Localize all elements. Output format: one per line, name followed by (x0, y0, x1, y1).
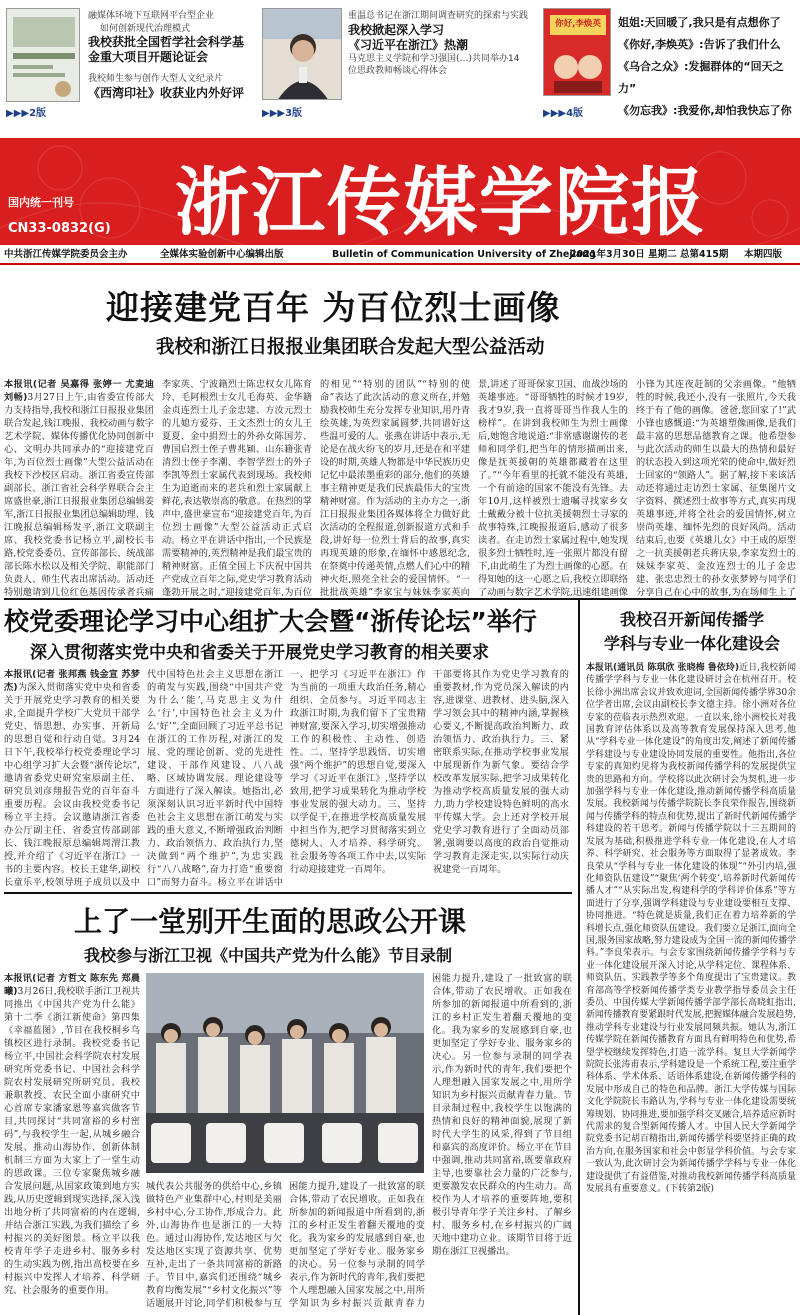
infobar-sponsor: 中共浙江传媒学院委员会主办 (4, 249, 128, 260)
classroom-photo (146, 973, 424, 1173)
article1-col5: 小锋为其连夜赶制的父亲画像。“他牺牲的时候,我还小,没有一张照片,今天我终于有了他的画像。爸爸,您回家了!”武小锋也感慨道:“为英雄塑像画像,是我们最丰富的思想品德教育之课。他希望参与此次活动的师生以最大的热情和最好的状态投入到这项光荣的使命中,做好烈士回家的“领路人”。据了解,接下来该活动还将通过走访烈士家属、征集图片文字资料、撰述烈士故事等方式,真实再现英雄事迹,并将全社会的爱国情怀,树立崇尚英雄、缅怀先烈的良好风尚。活动结束后,也要《英雄儿女》中王成的原型之一抗美援朝老兵蒋庆泉,李家发烈士的妹妹李家英、金汝连烈士的儿子金忠建、张忠忠烈士的孙女张梦婷与同学们分享自己在心中的故事,为在场师生上了 (636, 379, 796, 596)
teaser1-head2[interactable]: 《西湾印社》收获业内外好评 (88, 85, 245, 100)
article4-byline: 本报讯(记者 方哲文 陈东先 郑晨曦) (4, 973, 140, 997)
masthead-kanhao-label (8, 194, 74, 210)
article2-col2: 代中国特色社会主义思想在浙江的萌发与实践,围绕“中国共产党为什么‘能’,马克思主义为什么‘行’,中国特色社会主义为什么‘好’”,全面回顾了习近平总书记在浙江的工作历程,对浙江的发展、党的理论创新、党的先进性建设、干部作风建设、八八战略、区域协调发展、理论建设等方面进行了深入解读。她指出,必须深刻认识习近平新时代中国特色社会主义思想在浙江萌发与实践的重大意义,不断增强政治判断力、政治领悟力、政治执行力,坚决做到“两个维护”,为忠实践行“八八战略”,奋力打造“重要窗口”而努力奋斗。杨立平在讲话中 (147, 669, 283, 888)
masthead-title: 浙江传媒学院报 (175, 160, 707, 245)
teaser-thumb-2-art (263, 9, 342, 100)
infobar-issue: 总第415期 (680, 249, 729, 260)
masthead-cn-label (8, 221, 111, 236)
vertical-divider (578, 600, 580, 1315)
infobar-editor: 全媒体实验创新中心编辑出版 (160, 249, 284, 260)
teaser3-line-1[interactable]: 姐姐:天回暖了,我只是有点想你了 (618, 16, 781, 29)
article2-col1-text: 为深入贯彻落实党中央和省委关于开展党史学习教育的相关要求,全面提升学校广大党员干部学党史、悟思想、办实事、开新局的思想自觉和行动自觉。3月24日下午,我校举行校党委理论学习中心组学习扩大会暨“浙传论坛”,邀请省委党史研究室原副主任、研究员刘彦翔报告党的百年奋斗重要历程。会议由我校党委书记杨立平主持。会议邀请浙江省委办公厅副主任、省委宣传部副部长、钱江晚报原总编辑周渭江教授,并介绍了《习近平在浙江》一书的主要内容。校长王建华,副校长童乐平,校领导班子成员以及中 (4, 682, 140, 888)
teaser-thumb-1 (6, 8, 80, 102)
infobar-date: 2021年3月30日 星期二 (570, 249, 677, 260)
infobar-english: Bulletin of Communication University of Zhejiang (332, 249, 596, 260)
teaser3-line-2[interactable]: 《你好,李焕英》:告诉了我们什么 (618, 38, 781, 51)
article4-col2b-text: 困能力提升,建设了一批致富的联合体,带动了农民增收。正如我在所参加的新闻报道中所看到的,浙江的乡村正发生着翻天覆地的变化。我为家乡的发展感到自豪,也更加坚定了学好专业、服务家乡的决心。另一位参与录制的同学表示,作为新时代的青年,我们要把个人理想融入国家发展之中,用所学知识为乡村振兴贡献青春力 (289, 1181, 425, 1309)
teaser3-poster-title: 你好,李焕英 (555, 19, 601, 29)
article2-col3: 一、把学习《习近平在浙江》作为当前的一项重大政治任务,精心组织、全员参与。习近平同志主政浙江时期,为我们留下了宝贵精神财富,要深入学习,切实增强推动工作的积极性、主动性、创造性。二、坚持学思践悟、切实增强“两个维护”的思想自觉,要深入学习《习近平在浙江》,坚持学以致用,把学习成果转化为推动学校事业发展的强大动力。三、坚持以学促干,在推进学校高质量发展中担当作为,把学习贯彻落实到立德树人、人才培养、科学研究、社会服务等各项工作中去,以实际行动迎接建党一百周年。 (290, 669, 426, 875)
article1-col2: 李家英、宁波籍烈士陈忠权女儿陈育玲、毛阿根烈士女儿毛海英、金华籍金贞连烈士儿子金忠建、方汝元烈士的儿媳方爱芬、王文杰烈士的女儿王夏夏、金中捐烈士的外孙女陈国芳、曹国启烈士侄子曹兆颖、山东籍张青清烈士侄子李潮、李智学烈士的外子李凯等烈士家属代表到现场。我校师生为追逝而来的老兵和烈士家属献上鲜花,表达敬崇高的敬意。在热烈的掌声中,盛世豪宣布“迎接建党百年,为百位烈士画像”大型公益活动正式启动。杨立平在讲话中指出,一个民族是需要精神的,英烈精神是我们最宝贵的精神财富。正值全国上下庆祝中国共产党成立百年之际,党史学习教育活动蓬勃开展之时,“迎接建党百年,为百位 (162, 379, 312, 596)
teaser1-head[interactable]: 我校获批全国哲学社会科学基金重大项目开题论证会 (88, 35, 245, 64)
teaser3-page-ref[interactable]: ▶▶▶4版 (543, 108, 584, 119)
article4-col2b (289, 1180, 425, 1310)
divider-2 (4, 892, 572, 894)
info-bar (0, 245, 800, 265)
teaser1-line3: 我校师生参与创作大型人文纪录片 (88, 74, 224, 84)
article2-subtitle: 深入贯彻落实党中央和省委关于开展党史学习教育的相关要求 (30, 643, 489, 663)
article1-col1-text: 3月27日上午,由省委宣传部大力支持指导,我校和浙江日报报业集团联合发起,钱江晚报、我校动画与数字艺术学院、媒体传播优化协同创新中心、文明办共同承办的“迎接建党百年,为百位烈士画像”大型公益活动在我校下沙校区启动。浙江省委宣传部副部长、浙江省社会科学界联合会主席盛世豪,浙江日报报业集团总编辑姜军,浙江日报报业集团总编辑助理、钱江晚报总编辑杨发平,浙江文联副主席、我校党委书记杨立平,副校长韦路,校党委委员、宣传部部长、统战部部长陈水松以及相关学院、职能部门负责人、师生代表出席活动。活动还特别邀请到几位红色基因传承者兵痛 (4, 392, 154, 596)
teaser2-line2: 马克思主义学院和学习强国(…)共同举办14位思政教师畅谈心得体会 (348, 53, 520, 76)
article4-subtitle: 我校参与浙江卫视《中国共产党为什么能》节目录制 (84, 946, 453, 965)
teaser3-line-3[interactable]: 《乌合之众》:发掘群体的“回天之力” (618, 60, 784, 95)
article4-col1-text: 3月26日,我校联手浙江卫视共同推出《中国共产党为什么能》第十二季《浙江新使命》第四集《幸福蓝图》,节目在我校桐乡乌镇校区进行录制。我校党委书记杨立平,中国社会科学院农村发展研究所党委书记、中国社会科学院农村发展研究所研究员、我校兼职教授、农民全面小康研究中心首席专家潘家恩等嘉宾做客节目,共同探讨“共同富裕的乡村密码”,与我校学生一起,从城乡融合发展、推动山海协作、创新体制机制三方面为大家上了一堂生动的思政课。三位专家聚焦城乡融合发展问题,从国家政策到地方实践,从历史逻辑到现实选择,深入浅出地分析了共同富裕的内在逻辑,并结合浙江实践,为我们描绘了乡村振兴的美好图景。杨立平以我校青年学子走进乡村、服务乡村的生动实践为例,指出高校要在乡村振兴中发挥人才培养、科学研究、社会服务的重要作用。 (4, 986, 140, 1296)
teaser-text-1 (88, 10, 248, 101)
masthead (0, 138, 800, 245)
article4-col3: 困能力提升,建设了一批致富的联合体,带动了农民增收。正如我在所参加的新闻报道中所看到的,浙江的乡村正发生着翻天覆地的变化。我为家乡的发展感到自豪,也更加坚定了学好专业、服务家乡的决心。另一位参与录制的同学表示,作为新时代的青年,我们要把个人理想融入国家发展之中,用所学知识为乡村振兴贡献青春力量。节目录制过程中,我校学生以饱满的热情和良好的精神面貌,展现了新时代大学生的风采,得到了节目组和嘉宾的高度评价。杨立平在节目中强调,推动共同富裕,既要靠政府主导,也要靠社会力量的广泛参与,更要激发农民群众的内生动力。高校作为人才培养的重要阵地,要积极引导青年学子关注乡村、了解乡村、服务乡村,在乡村振兴的广阔天地中建功立业。该期节目将于近期在浙江卫视播出。 (432, 973, 572, 1257)
article2-col4: 干部要将其作为党史学习教育的重要教材,作为党员深入解读的内容,进课堂、进教材、进头脑,深入学习领会其中的精神内涵,掌握核心要义,不断提高政治判断力、政治领悟力、政治执行力。三、紧密联系实际,在推动学校事业发展中展现新作为新气象。要结合学校改革发展实际,把学习成果转化为推动学校高质量发展的强大动力,助力学校建设特色鲜明的高水平传媒大学。会上还对学校开展党史学习教育进行了全面动员部署,强调要以高度的政治自觉推动学习教育走深走实,以实际行动庆祝建党一百周年。 (433, 669, 569, 875)
teaser1-line2: 如何创新现代治理模式 (100, 23, 191, 34)
teaser-text-2 (348, 10, 528, 78)
masthead-cn: CN33-0832(G) (8, 221, 111, 236)
article3-title: 我校召开新闻传播学 学科与专业一体化建设会 (603, 610, 780, 653)
article1-col1 (4, 378, 154, 596)
teaser1-page-ref[interactable]: ▶▶▶2版 (6, 108, 47, 119)
article3-byline: 本报讯(通讯员 陈琪欣 张晓梅 鲁依玲) (586, 663, 739, 673)
article1-col4: 景,讲述了哥哥保家卫国、血战沙场的英雄事迹。“哥哥牺牲的时候才19岁,我才9岁,我一直将哥哥当作我人生的榜样”。在讲到我校师生为烈士画像后,她饱含地说道:“非常感谢谢传的老师和同学们,把当年的情形描画出来,像是抚英援朝的英雄都藏着在这里了。”“今年看里的托就不能没有英雄,一个有前途的国家不能没有先锋。去年10月,这样被烈士遗嘱寻找家乡女士戴戴分被十位抗美援朝烈士寻家的故事特殊,江晚报报道后,感动了很多读者。在走访烈士家属过程中,她发现很多烈士牺牲时,连一张照片都没有留下,由此萌生了为烈士画像的心愿。在得知她的这一心愿之后,我校立即联络了动画与数字艺术学院,迅速组建画像 (478, 379, 628, 596)
masthead-kanhao: 国内统一刊号 (8, 196, 74, 209)
divider-1 (4, 598, 796, 600)
teaser-thumb-2 (262, 8, 342, 100)
teaser-thumb-1-art (7, 9, 80, 102)
article3-body (586, 662, 796, 1312)
article3-text: 近日,我校新闻传播学学科与专业一体化建设研讨会在杭州召开。校长徐小洲出席会议并致欢迎词,全国新闻传播学界30余位学者出席,会议由副校长李文德主持。徐小洲对各位专家的莅临表示热烈欢迎。一直以来,徐小洲校长对我国教育评估体系以及高等教育发展保持深入思考,他从“学科专业一体化建设”的角度出发,阐述了新闻传播学科建设与专业建设协同发展的重要性。他指出,各位专家的真知灼见将为我校新闻传播学科的发展提供宝贵的思路和方向。学校将以此次研讨会为契机,进一步加强学科与专业一体化建设,推动新闻传播学科高质量发展。我校新闻与传播学院院长李良荣作报告,围绕新闻与传播学科的特点和优势,提出了新时代新闻传播学科建设的若干思考。新闻与传播学院以十三五期间的发展为基础,积极推进学科专业一体化建设,在人才培养、科学研究、社会服务等方面取得了显著成效。李良荣从“学科与专业一体化建设的体现”“外引内培,强化师资队伍建设”“聚焦‘两个转变’,培养新时代新闻传播人才”“从实际出发,构建科学的学科评价体系”等方面进行了分享,强调学科建设与专业建设要相互支撑、协同推进。“特色就是质量,我们正在着力培养新的学科增长点,强化师资队伍建设。我们要立足浙江,面向全国,服务国家战略,努力建设成为全国一流的新闻传播学科。”李良荣表示。与会专家围绕新闻传播学学科与专业一体化建设展开深入讨论,从学科定位、课程体系、师资队伍、实践教学等多个角度提出了宝贵建议。教育部高等学校新闻传播学类专业教学指导委员会主任委员、中国传媒大学新闻传播学部学部长高晓虹指出,新闻传播教育要紧跟时代发展,把握媒体融合发展趋势,推动学科专业建设与行业发展同频共振。她认为,浙江传媒学院在新闻传播教育方面具有鲜明特色和优势,希望学校继续发挥特色,打造一流学科。复旦大学新闻学院院长张涛甫表示,学科建设是一个系统工程,要注重学科体系、学术体系、话语体系建设,在新闻传播学科的发展中形成自己的特色和品牌。浙江大学传媒与国际文化学院院长韦路认为,学科与专业一体化建设需要统筹规划、协同推进,要加强学科交叉融合,培养适应新时代需求的复合型新闻传播人才。中国人民大学新闻学院党委书记胡百精指出,新闻传播学科要坚持正确的政治方向,在服务国家和社会中彰显学科价值。与会专家一致认为,此次研讨会为新闻传播学学科与专业一体化建设提供了有益借鉴,对推动我校新闻传播学科高质量发展具有重要意义。(下转第2版) (586, 663, 796, 1195)
teaser1-line1: 融媒体环境下互联网平台型企业 (88, 11, 215, 21)
teaser2-line1: 重温总书记在浙江期间调查研究的探索与实践 (348, 11, 529, 21)
article4-col2: 城代表公共服务的供给中心,乡镇做特色产业集群中心,村则是美丽乡村中心,分工协作,形成合力。此外,山海协作也是浙江的一大特色。通过山海协作,发达地区与欠发达地区实现了资源共享、优势互补,走出了一条共同富裕的新路子。节目中,嘉宾们还围绕“城乡教育均衡发展”“乡村文化振兴”等话题展开讨论,同学们积极参与互 (146, 1181, 282, 1309)
article1-col3: 的相见”“特别的团队”“特别的使命”表达了此次活动的意义所在,并勉励我校师生充分发挥专业知识,用丹青绘英雄,为英烈家属圆梦,共同谱好这些温可爱的人。张燕在讲话中表示,无论是在战火纷飞的岁月,还是在和平建设的时期,英雄人物都是中华民族历史记忆中最浓墨重彩的部分,他们的英雄事主精神更是我们民族最伟大的宝贵精神财富。作为活动的主办方之一,浙江日报报业集团各媒体将全力做好此次活动的全程报道,创新报道方式和手段,讲好每一位烈士背后的故事,真实再现英雄的形象,在缅怀中感恩纪念,在祭奠中传递英情,点燃人们心中的精神火炬,照亮全社会的爱国情怀。“一批批战英雄”李家宝与妹妹李家英向 (320, 379, 470, 596)
article4-title: 上了一堂别开生面的思政公开课 (74, 905, 467, 938)
article1-title: 迎接建党百年 为百位烈士画像 (106, 288, 561, 327)
teaser2-head[interactable]: 我校掀起深入学习 (348, 22, 445, 37)
infobar-pages: 本期四版 (744, 249, 783, 260)
article1-subtitle: 我校和浙江日报报业集团联合发起大型公益活动 (156, 337, 545, 358)
teaser3-line-4[interactable]: 《勿忘我》:我爱你,却怕我快忘了你 (618, 104, 792, 117)
teaser2-page-ref[interactable]: ▶▶▶3版 (262, 108, 303, 119)
article4-col1 (4, 972, 140, 1310)
teaser2-head2[interactable]: 《习近平在浙江》热潮 (348, 37, 469, 52)
teaser-band (0, 0, 800, 132)
teaser-thumb-3-poster (543, 8, 611, 96)
teaser-text-3 (618, 12, 800, 122)
article2-byline: 本报讯(记者 张邦燕 钱金宣 苏梦杰) (4, 669, 140, 693)
article4-photo (146, 973, 424, 1173)
article2-col1 (4, 668, 140, 888)
article1-byline: 本报讯(记者 吴嘉得 张婷一 尤麦迪 刘畅) (4, 379, 154, 403)
article2-title: 校党委理论学习中心组扩大会暨“浙传论坛”举行 (4, 607, 537, 636)
